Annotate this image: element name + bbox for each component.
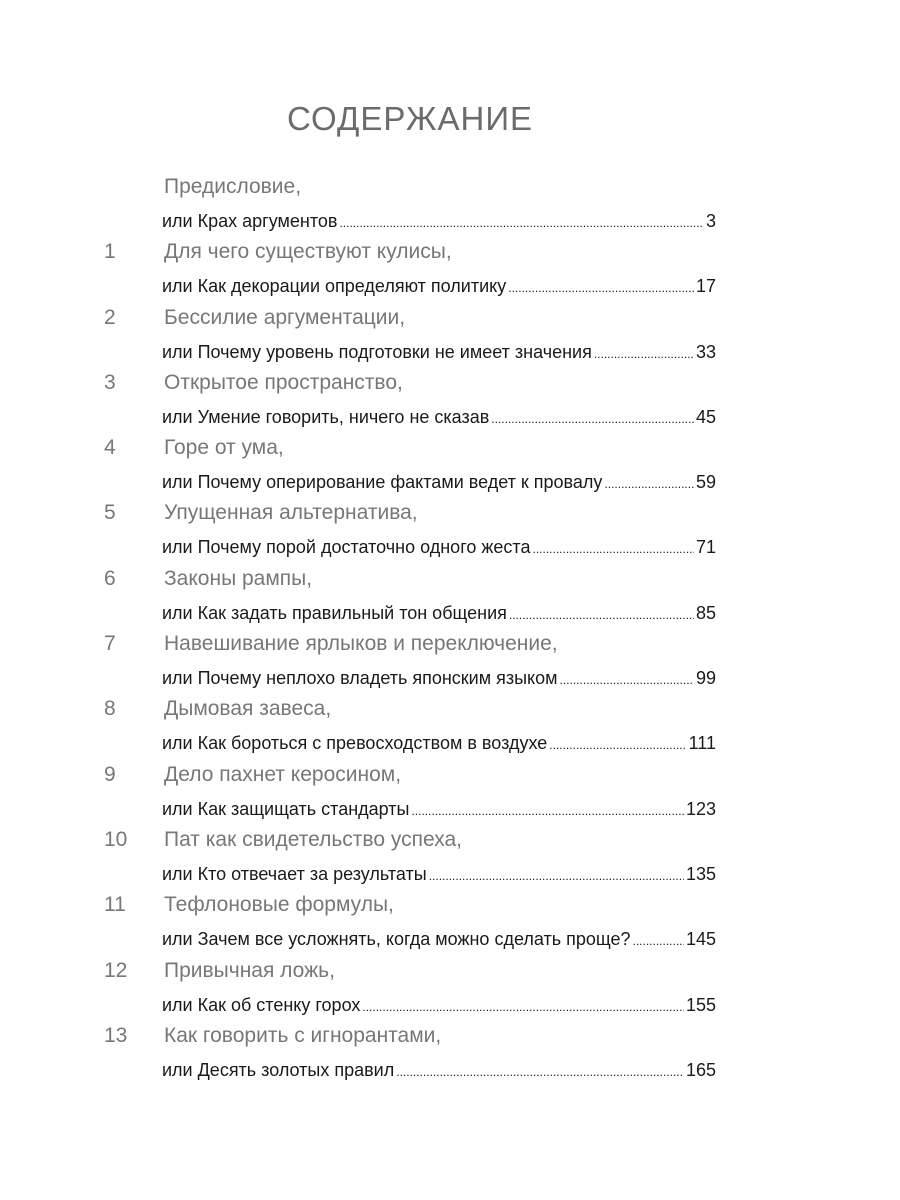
chapter-subtitle-line [162,341,716,365]
page-title: СОДЕРЖАНИЕ [286,100,534,137]
chapter-heading: Горе от ума, [164,436,284,460]
chapter-subtitle: или Зачем все усложнять, когда можно сделать проще? [162,929,631,950]
chapter-subtitle: или Почему порой достаточно одного жеста [162,537,531,558]
page-number: 99 [695,668,716,689]
chapter-number: 4 [104,436,116,460]
chapter-number: 11 [104,893,126,917]
dot-leader [633,930,684,952]
chapter-heading: Упущенная альтернатива, [164,501,418,525]
chapter-subtitle: или Почему неплохо владеть японским языком [162,668,558,689]
chapter-subtitle-line [162,732,716,756]
chapter-subtitle: или Крах аргументов [162,211,338,231]
chapter-number: 6 [104,566,116,590]
dot-leader [594,343,694,365]
dot-leader [339,212,704,234]
chapter-number: 2 [104,305,116,329]
chapter-subtitle: или Как декорации определяют политику [162,276,507,297]
page-number: 85 [695,602,716,623]
toc-entry[interactable] [0,498,900,563]
chapter-subtitle: или Почему уровень подготовки не имеет значения [162,341,592,362]
toc-entry[interactable] [0,956,900,1021]
chapter-number: 5 [104,501,116,525]
chapter-subtitle-line [162,275,716,299]
chapter-heading: Дымовая завеса, [164,697,332,721]
chapter-heading: Как говорить с игнорантами, [164,1023,442,1047]
dot-leader [491,408,694,430]
dot-leader [549,734,686,756]
chapter-subtitle-line [162,471,716,495]
page-number: 111 [688,733,716,754]
chapter-number: 7 [104,632,116,656]
chapter-subtitle: или Почему оперирование фактами ведет к провалу [162,472,603,493]
chapter-heading: Законы рампы, [164,566,313,590]
toc-entry[interactable] [0,694,900,759]
toc-entry[interactable] [0,368,900,433]
toc-entry[interactable] [0,564,900,629]
page-number: 3 [705,211,716,231]
chapter-heading: Для чего существуют кулисы, [164,240,452,264]
chapter-subtitle: или Десять золотых правил [162,1059,395,1080]
chapter-heading: Дело пахнет керосином, [164,762,402,786]
page-number: 155 [685,994,716,1015]
page-number: 45 [695,406,716,427]
chapter-heading: Навешивание ярлыков и переключение, [164,632,558,656]
chapter-subtitle-line [162,1059,716,1083]
chapter-number: 9 [104,762,116,786]
page-number: 59 [695,472,716,493]
chapter-subtitle-line [162,928,716,952]
dot-leader [429,865,684,887]
chapter-subtitle-line [162,602,716,626]
chapter-subtitle-line [162,536,716,560]
dot-leader [396,1061,684,1083]
page-number: 123 [685,798,716,819]
chapter-subtitle-line [162,798,716,822]
dot-leader [411,800,683,822]
toc-entry[interactable] [0,890,900,955]
toc-entry[interactable] [0,825,900,890]
chapter-heading: Пат как свидетельство успеха, [164,827,462,851]
dot-leader [604,473,694,495]
page-number: 17 [695,276,716,297]
toc-entry[interactable] [0,760,900,825]
chapter-subtitle: или Как защищать стандарты [162,798,410,819]
chapter-number: 10 [104,827,128,851]
chapter-heading: Привычная ложь, [164,958,335,982]
chapter-subtitle-line [162,667,716,691]
chapter-heading: Предисловие, [164,175,302,198]
chapter-subtitle-line [162,406,716,430]
chapter-subtitle-line [162,994,716,1018]
dot-leader [532,538,693,560]
chapter-number: 3 [104,370,116,394]
toc-entry[interactable] [0,433,900,498]
chapter-subtitle-line [162,863,716,887]
toc-entry[interactable] [0,237,900,302]
chapter-subtitle: или Как задать правильный тон общения [162,602,507,623]
chapter-heading: Тефлоновые формулы, [164,893,394,917]
chapter-number: 1 [104,240,116,264]
dot-leader [560,669,694,691]
toc-entry[interactable] [0,629,900,694]
chapter-subtitle-line [162,210,716,234]
page-number: 145 [685,929,716,950]
table-of-contents [0,172,900,1086]
page-number: 33 [695,341,716,362]
chapter-subtitle: или Как об стенку горох [162,994,361,1015]
page-number: 71 [695,537,716,558]
toc-entry[interactable] [0,172,900,237]
page-number: 135 [685,863,716,884]
chapter-subtitle: или Кто отвечает за результаты [162,863,427,884]
chapter-subtitle: или Умение говорить, ничего не сказав [162,406,490,427]
chapter-number: 12 [104,958,128,982]
toc-entry[interactable] [0,303,900,368]
toc-entry[interactable] [0,1021,900,1086]
chapter-number: 13 [104,1023,128,1047]
dot-leader [509,604,694,626]
chapter-heading: Открытое пространство, [164,370,403,394]
chapter-heading: Бессилие аргументации, [164,305,406,329]
dot-leader [362,996,684,1018]
dot-leader [508,277,694,299]
chapter-number: 8 [104,697,116,721]
chapter-subtitle: или Как бороться с превосходством в воздухе [162,733,548,754]
page-number: 165 [685,1059,716,1080]
